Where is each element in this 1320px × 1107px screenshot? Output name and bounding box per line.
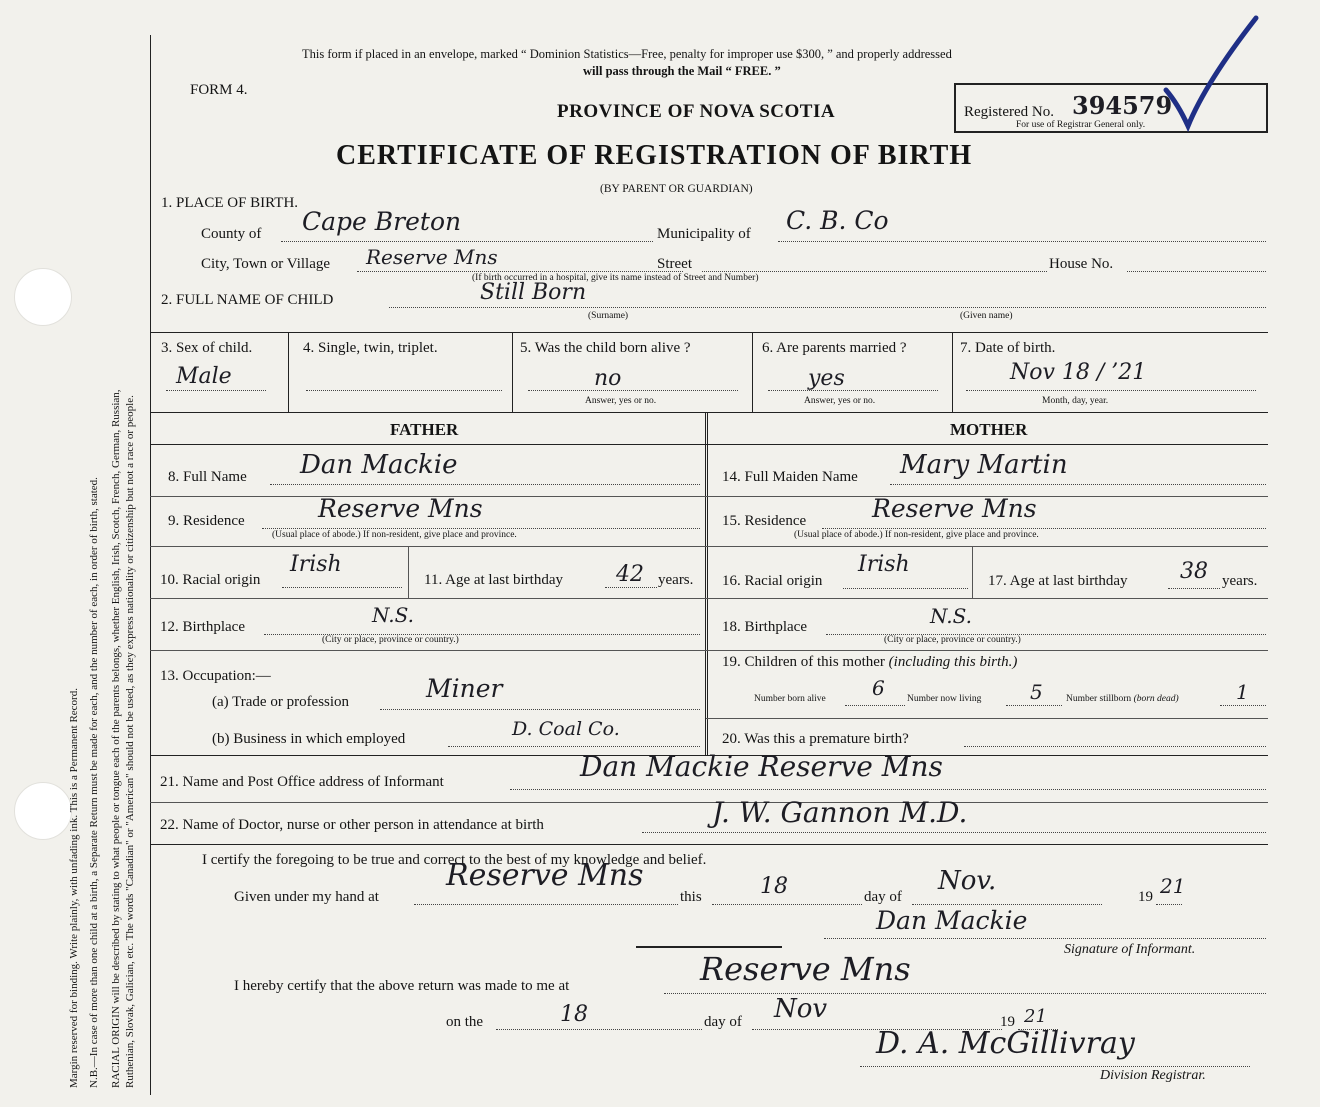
trade-label: (a) Trade or profession — [212, 694, 350, 710]
county-value: Cape Breton — [302, 207, 462, 236]
father-years-label: years. — [658, 572, 694, 588]
surname-note: (Surname) — [588, 311, 629, 321]
occupation-label: 13. Occupation:— — [160, 668, 271, 684]
binding-hole-top — [14, 268, 72, 326]
alive-label: 5. Was the child born alive ? — [520, 340, 691, 356]
form-left-border — [150, 35, 151, 1095]
reg-day-value: 18 — [560, 1002, 588, 1027]
alive-value: no — [594, 366, 622, 391]
child-name-value: Still Born — [480, 280, 587, 305]
doctor-label: 22. Name of Doctor, nurse or other person in attendance at birth — [160, 817, 544, 833]
father-age-label: 11. Age at last birthday — [424, 572, 563, 588]
father-name-label: 8. Full Name — [168, 469, 247, 485]
mother-age-value: 38 — [1180, 559, 1208, 584]
plurality-label: 4. Single, twin, triplet. — [303, 340, 438, 356]
now-living-label: Number now living — [907, 694, 982, 704]
mother-birthplace-value: N.S. — [930, 604, 972, 628]
reg-year-suffix-value: 21 — [1024, 1006, 1047, 1027]
informant-value: Dan Mackie Reserve Mns — [580, 750, 943, 783]
binding-hole-bottom — [14, 782, 72, 840]
municipality-label: Municipality of — [657, 226, 751, 242]
check-mark-icon — [1160, 12, 1260, 132]
certificate-subtitle: (BY PARENT OR GUARDIAN) — [600, 183, 753, 195]
house-label: House No. — [1049, 256, 1114, 272]
registrar-signature: D. A. McGillivray — [876, 1026, 1135, 1061]
registrar-only-note: For use of Registrar General only. — [1016, 120, 1146, 130]
father-racial-value: Irish — [290, 552, 342, 577]
mother-abode-note: (Usual place of abode.) If non-resident, give place and province. — [794, 530, 1039, 540]
year-suffix-value: 21 — [1160, 874, 1186, 898]
mother-racial-value: Irish — [858, 552, 910, 577]
mother-heading: MOTHER — [950, 420, 1028, 439]
mail-notice-line1: This form if placed in an envelope, marked “ Dominion Statistics—Free, penalty for improper use $300, ” and properly addressed — [302, 47, 952, 61]
informant-signature: Dan Mackie — [876, 906, 1028, 935]
on-the-label: on the — [446, 1014, 484, 1030]
registered-number: 394579 — [1072, 91, 1173, 120]
hospital-note: (If birth occurred in a hospital, give its name instead of Street and Number) — [472, 273, 759, 283]
stillborn-label-text: Number stillborn — [1066, 694, 1132, 704]
married-answer-note: Answer, yes or no. — [804, 396, 876, 406]
stillborn-label — [1066, 694, 1179, 704]
father-residence-label: 9. Residence — [168, 513, 245, 529]
sex-label: 3. Sex of child. — [161, 340, 253, 356]
mother-age-label: 17. Age at last birthday — [988, 573, 1128, 589]
children-label-note: (including this birth.) — [888, 654, 1018, 670]
child-name-label: 2. FULL NAME OF CHILD — [161, 292, 334, 308]
mother-birthplace-note: (City or place, province or country.) — [884, 635, 1021, 645]
married-value: yes — [808, 366, 845, 391]
given-name-note: (Given name) — [960, 311, 1013, 321]
given-label: Given under my hand at — [234, 889, 379, 905]
dob-note: Month, day, year. — [1042, 396, 1109, 406]
city-label: City, Town or Village — [201, 256, 331, 272]
father-residence-value: Reserve Mns — [318, 494, 483, 523]
given-place-value: Reserve Mns — [446, 858, 644, 893]
dob-value: Nov 18 / ’21 — [1010, 360, 1147, 385]
now-living-value: 5 — [1030, 680, 1043, 704]
father-birthplace-label: 12. Birthplace — [160, 619, 245, 635]
mother-name-label: 14. Full Maiden Name — [722, 469, 858, 485]
stillborn-value: 1 — [1236, 680, 1249, 704]
mother-racial-label: 16. Racial origin — [722, 573, 823, 589]
day-of-label: day of — [864, 889, 902, 905]
mail-notice-line2: will pass through the Mail “ FREE. ” — [583, 64, 781, 78]
month-value: Nov. — [938, 866, 997, 896]
father-age-value: 42 — [616, 562, 644, 587]
margin-note-3: RACIAL ORIGIN will be described by stating to what people or tongue each of the parents belongs, whether English, Irish, Scotch, French, German, Russian, — [110, 389, 122, 1088]
registrar-text: I hereby certify that the above return was made to me at — [234, 978, 570, 994]
municipality-value: C. B. Co — [786, 206, 889, 235]
trade-value: Miner — [426, 674, 503, 703]
married-label: 6. Are parents married ? — [762, 340, 907, 356]
doctor-value: J. W. Gannon M.D. — [712, 796, 968, 829]
reg-month-value: Nov — [774, 994, 828, 1024]
mother-residence-label: 15. Residence — [722, 513, 807, 529]
county-label: County of — [201, 226, 262, 242]
business-value: D. Coal Co. — [512, 718, 620, 740]
father-abode-note: (Usual place of abode.) If non-resident, give place and province. — [272, 530, 517, 540]
father-birthplace-note: (City or place, province or country.) — [322, 635, 459, 645]
alive-answer-note: Answer, yes or no. — [585, 396, 657, 406]
father-heading: FATHER — [390, 420, 459, 439]
stillborn-label-note: (born dead) — [1133, 694, 1179, 704]
born-alive-value: 6 — [872, 676, 885, 700]
registrar-place-value: Reserve Mns — [700, 950, 911, 988]
certify-text: I certify the foregoing to be true and correct to the best of my knowledge and belief. — [202, 852, 707, 868]
father-racial-label: 10. Racial origin — [160, 572, 261, 588]
city-value: Reserve Mns — [366, 245, 498, 269]
street-label: Street — [657, 256, 692, 272]
father-birthplace-value: N.S. — [372, 603, 414, 627]
dob-label: 7. Date of birth. — [960, 340, 1056, 356]
premature-label: 20. Was this a premature birth? — [722, 731, 909, 747]
business-label: (b) Business in which employed — [212, 731, 406, 747]
born-alive-label: Number born alive — [754, 694, 826, 704]
mother-name-value: Mary Martin — [900, 450, 1068, 480]
mother-residence-value: Reserve Mns — [872, 494, 1037, 523]
mother-years-label: years. — [1222, 573, 1258, 589]
place-of-birth-heading: 1. PLACE OF BIRTH. — [161, 195, 299, 211]
margin-note-4: Ruthenian, Slovak, Galician, etc. The words "Canadian" or "American" should not be used, as they express nationality or citizenship but not a race or people. — [124, 395, 136, 1088]
certificate-title: CERTIFICATE OF REGISTRATION OF BIRTH — [336, 140, 973, 171]
children-label — [722, 654, 1017, 671]
informant-signature-label: Signature of Informant. — [1064, 942, 1196, 957]
day-value: 18 — [760, 874, 788, 899]
this-label: this — [680, 889, 702, 905]
father-name-value: Dan Mackie — [300, 450, 458, 480]
registered-label: Registered No. — [964, 104, 1054, 120]
informant-label: 21. Name and Post Office address of Informant — [160, 774, 444, 790]
reg-year-prefix: 19 — [1000, 1014, 1015, 1030]
margin-note-2: N.B.—In case of more than one child at a birth, a Separate Return must be made for each, and the number of each, in order of birth, stated. — [88, 477, 100, 1088]
mother-birthplace-label: 18. Birthplace — [722, 619, 807, 635]
registrar-label: Division Registrar. — [1100, 1068, 1206, 1083]
form-number: FORM 4. — [190, 82, 248, 98]
sex-value: Male — [176, 364, 232, 389]
province-heading: PROVINCE OF NOVA SCOTIA — [557, 101, 836, 122]
children-label-text: 19. Children of this mother — [722, 654, 885, 670]
reg-day-of-label: day of — [704, 1014, 742, 1030]
margin-note-1: Margin reserved for binding. Write plainly, with unfading ink. This is a Permanent Record. — [68, 688, 80, 1088]
year-prefix: 19 — [1138, 889, 1153, 905]
